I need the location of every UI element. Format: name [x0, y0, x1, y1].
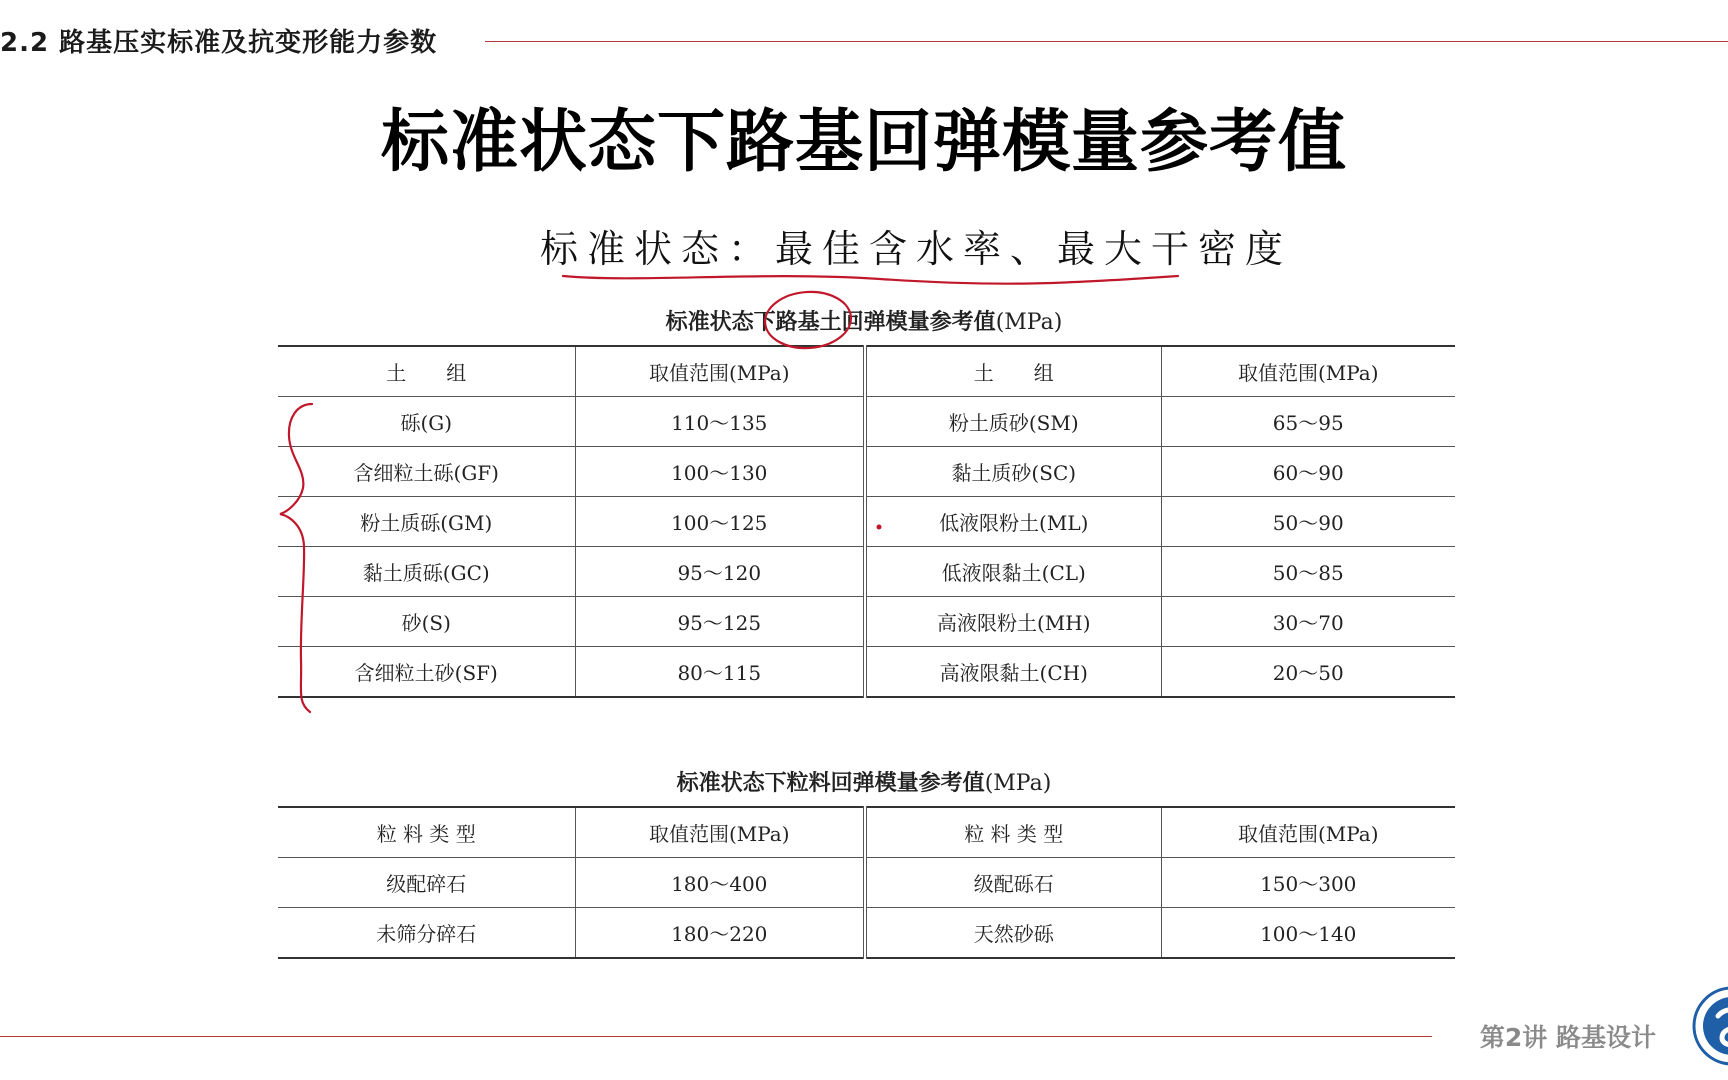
table2-caption [0, 766, 1728, 797]
table2-header-cell: 粒 料 类 型 [278, 807, 575, 858]
table1-header-cell: 土 组 [865, 346, 1161, 397]
header-divider [485, 41, 1728, 42]
table-cell: 砂(S) [278, 597, 575, 647]
table-cell: 20～50 [1161, 647, 1455, 698]
table-cell: 级配砾石 [865, 858, 1161, 908]
table2-caption-unit: (MPa) [984, 771, 1052, 796]
table-row [278, 908, 1455, 959]
table-cell: 含细粒土砾(GF) [278, 447, 575, 497]
table2-header-row [278, 807, 1455, 858]
table1-caption [0, 305, 1728, 336]
university-logo [1692, 986, 1728, 1066]
subtitle: 标准状态：最佳含水率、最大干密度 [540, 227, 1293, 271]
table1-caption-unit: (MPa) [995, 310, 1063, 335]
table-cell: 未筛分碎石 [278, 908, 575, 959]
table1-header-cell: 取值范围(MPa) [1161, 346, 1455, 397]
table-cell: 80～115 [575, 647, 865, 698]
table1-header-cell: 取值范围(MPa) [575, 346, 865, 397]
footer-lecture-label: 第2讲 路基设计 [1479, 1023, 1656, 1052]
section-header: 2.2 路基压实标准及抗变形能力参数 [0, 28, 438, 58]
table1-header-cell: 土 组 [278, 346, 575, 397]
page-title: 标准状态下路基回弹模量参考值 [380, 103, 1347, 182]
table-row [278, 858, 1455, 908]
table-cell: 50～90 [1161, 497, 1455, 547]
table-cell: 180～400 [575, 858, 865, 908]
table-row [278, 497, 1455, 547]
table-cell: 100～140 [1161, 908, 1455, 959]
table-cell: 60～90 [1161, 447, 1455, 497]
table-cell: 65～95 [1161, 397, 1455, 447]
table-cell: 高液限粉土(MH) [865, 597, 1161, 647]
table-cell: 黏土质砾(GC) [278, 547, 575, 597]
table2-header-cell: 粒 料 类 型 [865, 807, 1161, 858]
table-cell: 高液限黏土(CH) [865, 647, 1161, 698]
table2-header-cell: 取值范围(MPa) [575, 807, 865, 858]
table-cell: 砾(G) [278, 397, 575, 447]
table1-caption-text: 标准状态下路基土回弹模量参考值 [665, 310, 996, 335]
table-cell: 30～70 [1161, 597, 1455, 647]
table-row [278, 447, 1455, 497]
table1-header-row [278, 346, 1455, 397]
table2-caption-text: 标准状态下粒料回弹模量参考值 [676, 771, 985, 796]
table-cell: 180～220 [575, 908, 865, 959]
table-cell: 50～85 [1161, 547, 1455, 597]
table2-header-cell: 取值范围(MPa) [1161, 807, 1455, 858]
table-cell: 95～125 [575, 597, 865, 647]
table-row [278, 397, 1455, 447]
table-cell: 150～300 [1161, 858, 1455, 908]
table-cell: 95～120 [575, 547, 865, 597]
table-cell: 含细粒土砂(SF) [278, 647, 575, 698]
table1 [278, 345, 1455, 698]
table-row [278, 547, 1455, 597]
table-cell: 级配碎石 [278, 858, 575, 908]
table-cell: 粉土质砾(GM) [278, 497, 575, 547]
table-cell: 天然砂砾 [865, 908, 1161, 959]
table-row [278, 647, 1455, 698]
subtitle-underline [563, 276, 1178, 284]
table-cell: 100～130 [575, 447, 865, 497]
table-cell: 低液限黏土(CL) [865, 547, 1161, 597]
table-cell: 100～125 [575, 497, 865, 547]
footer-divider [0, 1036, 1432, 1037]
table2 [278, 806, 1455, 959]
table-row [278, 597, 1455, 647]
table-cell: 粉土质砂(SM) [865, 397, 1161, 447]
table-cell: 黏土质砂(SC) [865, 447, 1161, 497]
table-cell: 低液限粉土(ML) [865, 497, 1161, 547]
table-cell: 110～135 [575, 397, 865, 447]
